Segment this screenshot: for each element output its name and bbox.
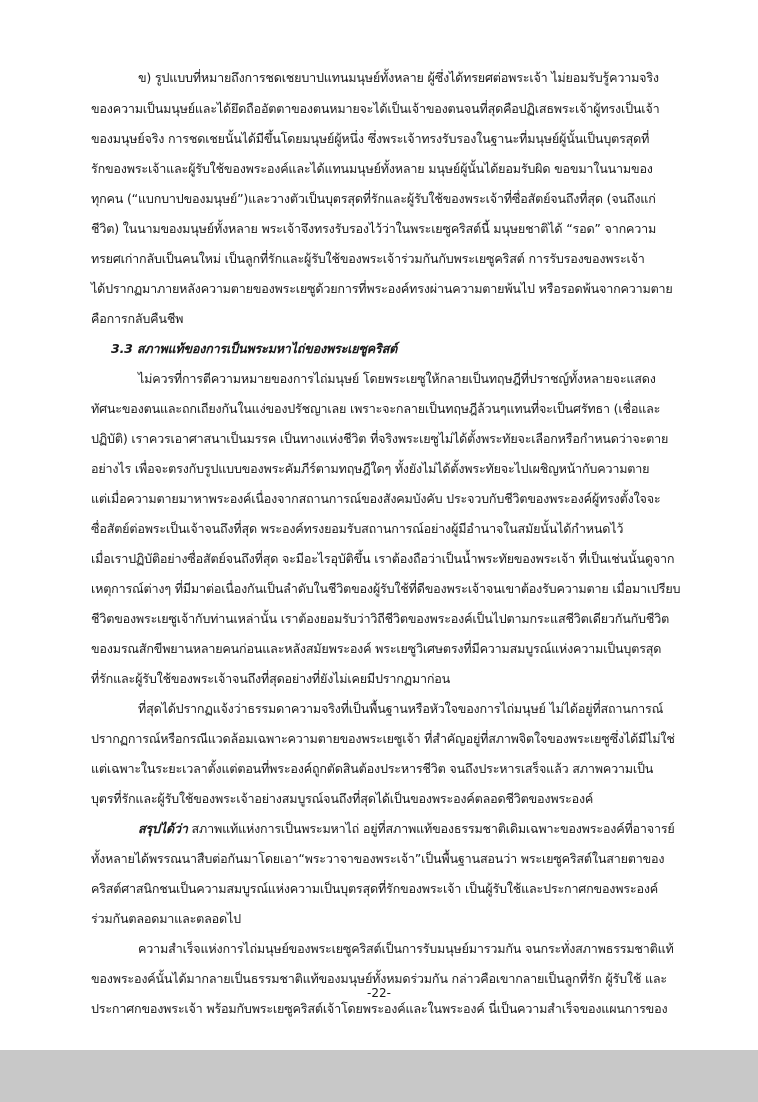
text-line: คริสต์ศาสนิกชนเป็นความสมบูรณ์แห่งความเป็นบุตรสุดที่รักของพระเจ้า เป็นผู้รับใช้และประกาศกของพระองค์ xyxy=(91,881,659,896)
text-line: ทั้งหลายได้พรรณนาสืบต่อกันมาโดยเอา“พระวาจาของพระเจ้า”เป็นพื้นฐานสอนว่า พระเยซูคริสต์ในสายตาของ xyxy=(91,851,665,866)
text-line: ปฏิบัติ) เราควรเอาศาสนาเป็นมรรค เป็นทางแห่งชีวิต ที่จริงพระเยซูไม่ได้ตั้งพระทัยจะเลือกหรือกำหนดว่าจะตาย xyxy=(91,431,669,446)
text-line: ชีวิตของพระเยซูเจ้ากับท่านเหล่านั้น เราต้องยอมรับว่าวิถีชีวิตของพระองค์เป็นไปตามกระแสชีวิตเดียวกันกับชีวิต xyxy=(91,611,670,626)
text-line: ได้ปรากฏมาภายหลังความตายของพระเยซูด้วยการที่พระองค์ทรงผ่านความตายพ้นไป หรือรอดพ้นจากความตาย xyxy=(91,281,673,296)
text-line: ชีวิต) ในนามของมนุษย์ทั้งหลาย พระเจ้าจึงทรงรับรองไว้ว่าในพระเยซูคริสต์นี้ มนุษยชาติได้ “รอด” จากความ xyxy=(91,221,657,236)
text-line: ของมนุษย์จริง การชดเชยนั้นได้มีขึ้นโดยมนุษย์ผู้หนึ่ง ซึ่งพระเจ้าทรงรับรองในฐานะที่มนุษย์ผู้นั้นเป็นบุตรสุดที่ xyxy=(91,131,650,146)
text-line: รักของพระเจ้าและผู้รับใช้ของพระองค์และได้แทนมนุษย์ทั้งหลาย มนุษย์ผู้นั้นได้ยอมรับผิด ขอขมาในนามของ xyxy=(91,161,653,176)
text-line: ที่สุดได้ปรากฏแจ้งว่าธรรมดาความจริงที่เป็นพื้นฐานหรือหัวใจของการไถ่มนุษย์ ไม่ได้อยู่ที่สถานการณ์ xyxy=(138,701,664,716)
section-heading: 3.3 สภาพแท้ของการเป็นพระมหาไถ่ของพระเยซูคริสต์ xyxy=(111,341,398,356)
text-line: บุตรที่รักและผู้รับใช้ของพระเจ้าอย่างสมบูรณ์จนถึงที่สุดได้เป็นของพระองค์ตลอดชีวิตของพระองค์ xyxy=(91,791,594,806)
text-line: เหตุการณ์ต่างๆ ที่มีมาต่อเนื่องกันเป็นลำดับในชีวิตของผู้รับใช้ที่ดีของพระเจ้าจนเขาต้องรับความตาย เมื่อมาเปรียบ xyxy=(91,581,681,596)
summary-lead: สรุปได้ว่า xyxy=(138,821,188,836)
summary-line xyxy=(138,821,675,837)
text-line: ของมรณสักขีพยานหลายคนก่อนและหลังสมัยพระองค์ พระเยซูวิเศษตรงที่มีความสมบูรณ์แห่งความเป็นบุตรสุด xyxy=(91,641,662,656)
text-line: ร่วมกันตลอดมาและตลอดไป xyxy=(91,911,241,926)
text-line: อย่างไร เพื่อจะตรงกับรูปแบบของพระคัมภีร์ตามทฤษฎีใดๆ ทั้งยังไม่ได้ตั้งพระทัยจะไปเผชิญหน้ากับความตาย xyxy=(91,461,650,476)
text-line: ไม่ควรที่การตีความหมายของการไถ่มนุษย์ โดยพระเยซูให้กลายเป็นทฤษฎีที่ปราชญ์ทั้งหลายจะแสดง xyxy=(138,371,656,386)
text-line: ความสำเร็จแห่งการไถ่มนุษย์ของพระเยซูคริสต์เป็นการรับมนุษย์มารวมกัน จนกระทั่งสภาพธรรมชาติแท้ xyxy=(138,941,674,956)
text-line: ซื่อสัตย์ต่อพระเป็นเจ้าจนถึงที่สุด พระองค์ทรงยอมรับสถานการณ์อย่างผู้มีอำนาจในสมัยนั้นได้กำหนดไว้ xyxy=(91,521,624,536)
text-line: ทรยศเก่ากลับเป็นคนใหม่ เป็นลูกที่รักและผู้รับใช้ของพระเจ้าร่วมกันกับพระเยซูคริสต์ การรับรองของพระเจ้า xyxy=(91,251,645,266)
text-line: ของความเป็นมนุษย์และได้ยึดถืออัตตาของตนหมายจะได้เป็นเจ้าของตนจนที่สุดคือปฏิเสธพระเจ้าผู้ทรงเป็นเจ้า xyxy=(91,101,660,116)
text-line: เมื่อเราปฏิบัติอย่างซื่อสัตย์จนถึงที่สุด จะมีอะไรอุบัติขึ้น เราต้องถือว่าเป็นน้ำพระทัยของพระเจ้า ที่เป็นเช่นนั้นดูจาก xyxy=(91,551,675,566)
page-number: -22- xyxy=(367,986,391,1000)
summary-text: สภาพแท้แห่งการเป็นพระมหาไถ่ อยู่ที่สภาพแท้ของธรรมชาติเดิมเฉพาะของพระองค์ที่อาจารย์ xyxy=(187,821,675,836)
scan-border xyxy=(0,1050,758,1102)
text-line: ประกาศกของพระเจ้า พร้อมกับพระเยซูคริสต์เจ้าโดยพระองค์และในพระองค์ นี่เป็นความสำเร็จของแผนการของ xyxy=(91,1001,668,1016)
text-line: ของพระองค์นั้นได้มากลายเป็นธรรมชาติแท้ของมนุษย์ทั้งหมดร่วมกัน กล่าวคือเขากลายเป็นลูกที่รัก ผู้รับใช้ และ xyxy=(91,971,667,986)
text-line: ข) รูปแบบที่หมายถึงการชดเชยบาปแทนมนุษย์ทั้งหลาย ผู้ซึ่งได้ทรยศต่อพระเจ้า ไม่ยอมรับรู้ความจริง xyxy=(138,70,659,85)
text-line: แต่เฉพาะในระยะเวลาตั้งแต่ตอนที่พระองค์ถูกตัดสินต้องประหารชีวิต จนถึงประหารเสร็จแล้ว สภาพความเป็น xyxy=(91,761,654,776)
text-line: คือการกลับคืนชีพ xyxy=(91,311,184,326)
text-line: ที่รักและผู้รับใช้ของพระเจ้าจนถึงที่สุดอย่างที่ยังไม่เคยมีปรากฏมาก่อน xyxy=(91,671,451,686)
text-line: ทัศนะของตนและถกเถียงกันในแง่ของปรัชญาเลย เพราะจะกลายเป็นทฤษฎีล้วนๆแทนที่จะเป็นศรัทธา (เชื่อและ xyxy=(91,401,661,416)
text-line: ปรากฏการณ์หรือกรณีแวดล้อมเฉพาะความตายของพระเยซูเจ้า ที่สำคัญอยู่ที่สภาพจิตใจของพระเยซูซึ่งได้มีไม่ใช่ xyxy=(91,731,675,746)
text-line: แต่เมื่อความตายมาหาพระองค์เนื่องจากสถานการณ์ของสังคมบังคับ ประจวบกับชีวิตของพระองค์ผู้ทรงตั้งใจจะ xyxy=(91,491,661,506)
text-line: ทุกคน (“แบกบาปของมนุษย์”)และวางตัวเป็นบุตรสุดที่รักและผู้รับใช้ของพระเจ้าที่ซื่อสัตย์จนถึงที่สุด (จนถึงแก่ xyxy=(91,191,656,206)
